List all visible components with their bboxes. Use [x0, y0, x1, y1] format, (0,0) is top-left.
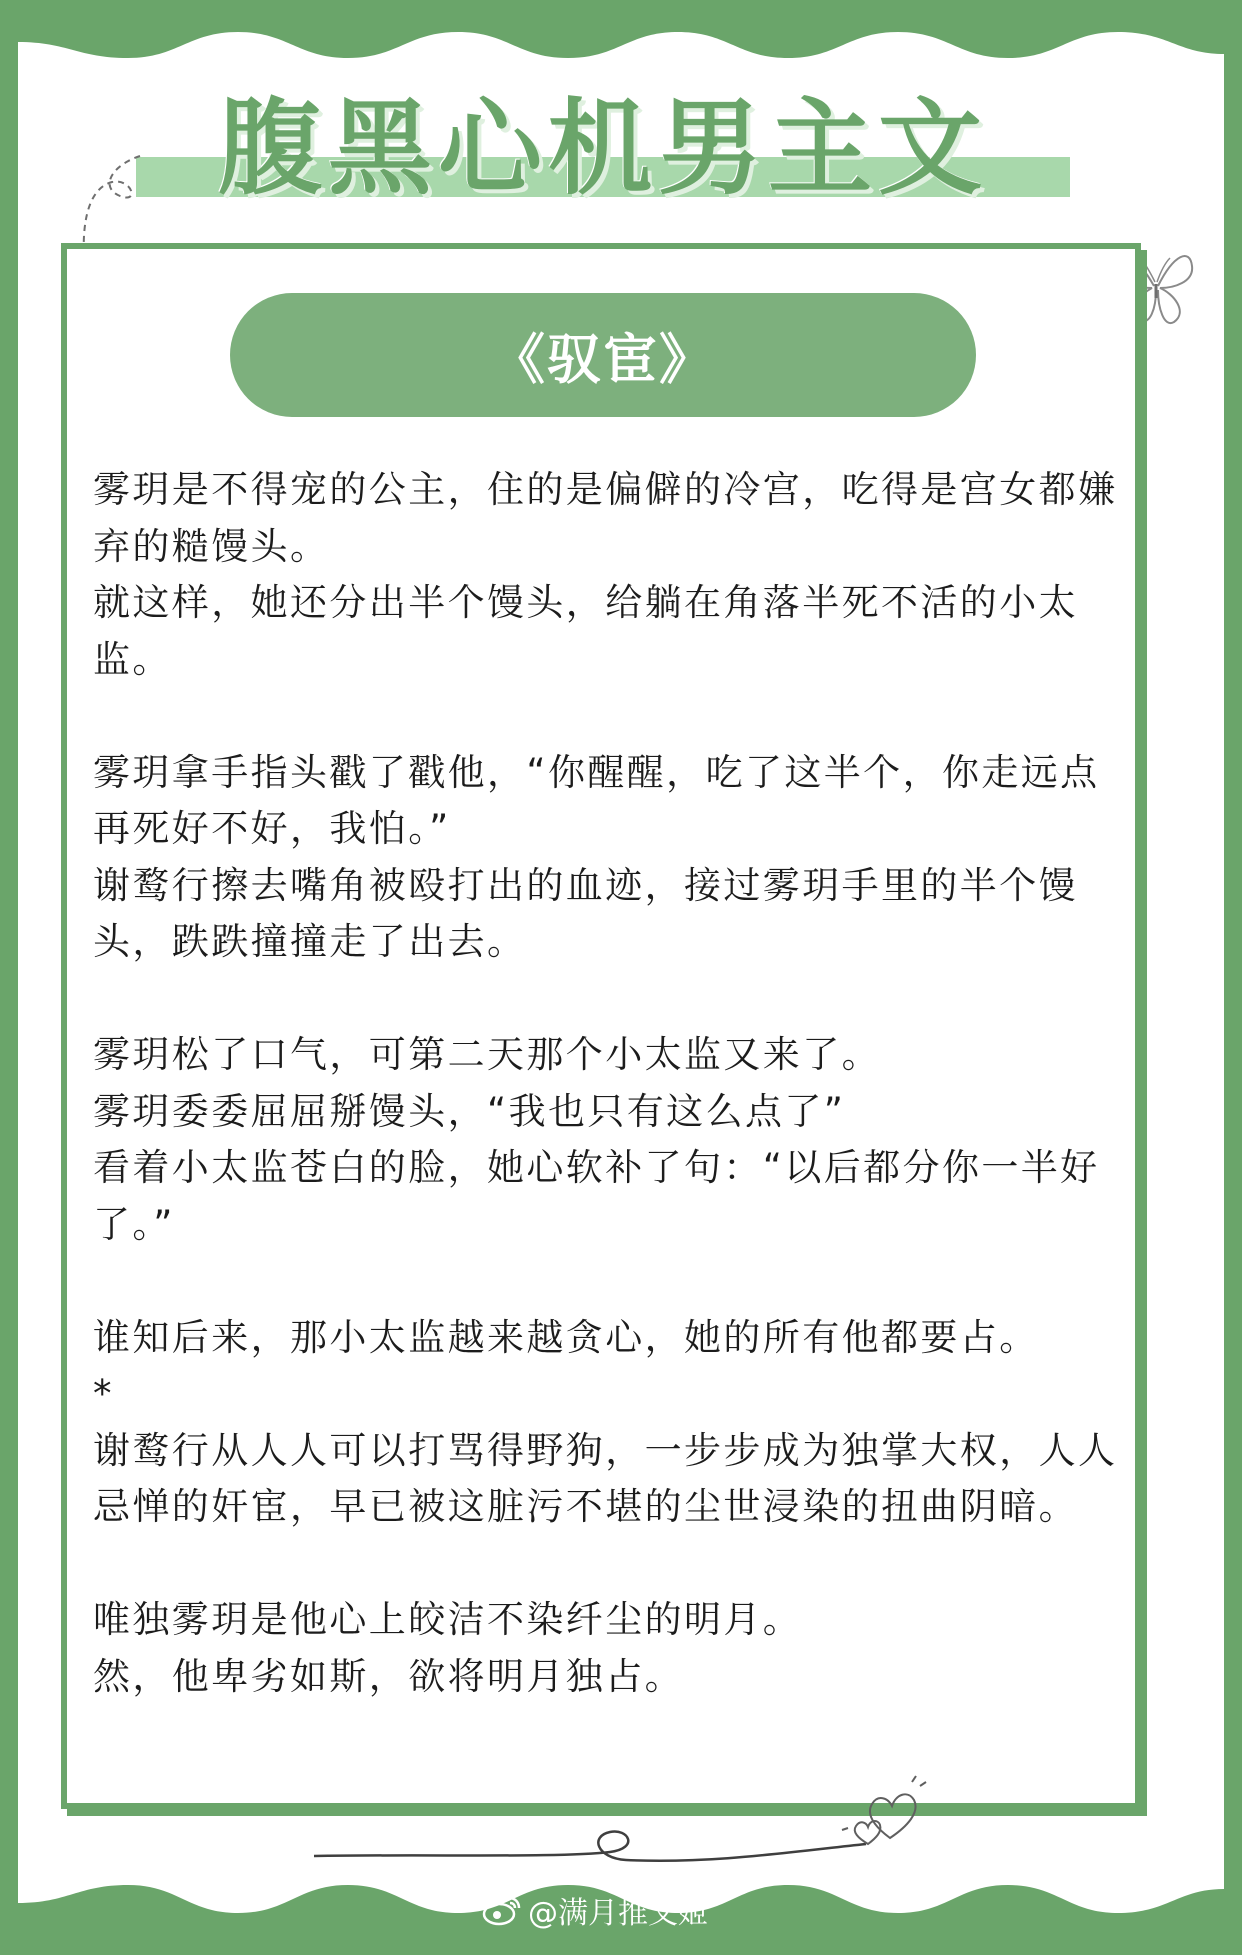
- story-paragraph: 看着小太监苍白的脸，她心软补了句：“以后都分你一半好了。”: [93, 1146, 1100, 1246]
- book-title-pill: [230, 293, 976, 417]
- story-paragraph: 雾玥拿手指头戳了戳他，“你醒醒，吃了这半个，你走远点再死好不好，我怕。”: [93, 750, 1100, 850]
- paragraph-gap: [93, 688, 1133, 745]
- watermark-text: @满月推文姬: [528, 1896, 708, 1931]
- book-title: 《驭宦》: [491, 327, 715, 391]
- story-paragraph: 唯独雾玥是他心上皎洁不染纤尘的明月。: [93, 1598, 803, 1641]
- section-separator: *: [93, 1372, 114, 1415]
- paragraph-gap: [93, 1253, 1133, 1310]
- story-paragraph: 谢鹜行擦去嘴角被殴打出的血迹，接过雾玥手里的半个馒头，跌跌撞撞走了出去。: [93, 863, 1078, 963]
- story-paragraph: 然，他卑劣如斯，欲将明月独占。: [93, 1654, 684, 1698]
- story-paragraph: 谁知后来，那小太监越来越贪心，她的所有他都要占。: [93, 1315, 1039, 1359]
- story-paragraph: 雾玥委委屈屈掰馒头，“我也只有这么点了”: [93, 1089, 846, 1133]
- watermark: [482, 1890, 708, 1930]
- paragraph-gap: [93, 1536, 1133, 1593]
- story-paragraph: 雾玥是不得宠的公主，住的是偏僻的冷宫，吃得是宫女都嫌弃的糙馒头。: [93, 468, 1118, 568]
- story-paragraph: 就这样，她还分出半个馒头，给躺在角落半死不活的小太监。: [93, 581, 1078, 681]
- story-paragraph: 雾玥松了口气，可第二天那个小太监又来了。: [93, 1033, 881, 1076]
- paragraph-gap: [93, 971, 1133, 1028]
- page-title: 腹黑心机男主文: [217, 87, 988, 209]
- hearts-doodle: [838, 1772, 928, 1852]
- swirl-line-doodle: [310, 1808, 870, 1868]
- story-text: [93, 462, 1133, 1705]
- top-wave-border: [18, 18, 1224, 78]
- weibo-icon: [482, 1893, 522, 1927]
- story-paragraph: 谢鹜行从人人可以打骂得野狗，一步步成为独掌大权，人人忌惮的奸宦，早已被这脏污不堪的尘世浸染的扭曲阴暗。: [93, 1428, 1118, 1528]
